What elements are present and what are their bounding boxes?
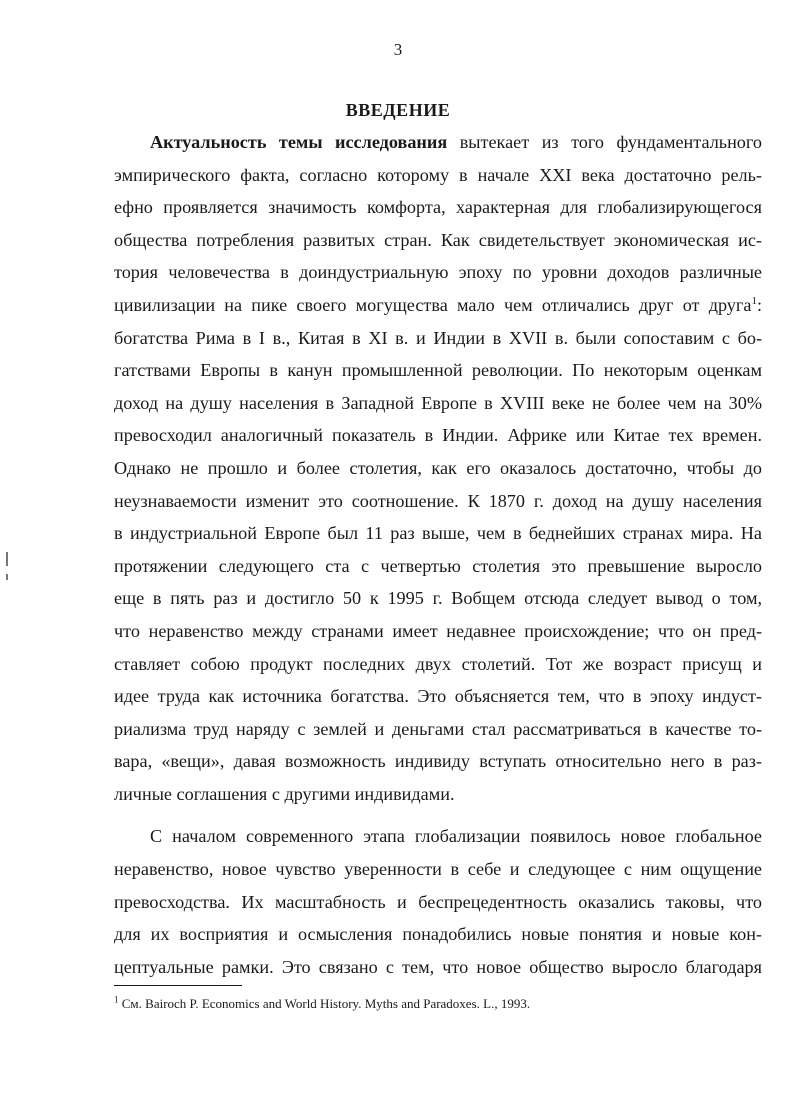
- text-line: гатствами Европы в канун промышленной революции. По некоторым оценкам: [114, 360, 762, 381]
- text-line: протяжении следующего ста с четвертью столетия это превышение выросло: [114, 555, 762, 576]
- bold-lead: Актуальность темы исследования: [150, 132, 448, 152]
- text-line: неравенство, новое чувство уверенности в себе и следующее с ним ощущение: [114, 859, 762, 880]
- footnote-separator: [114, 985, 242, 986]
- text-line: тория человечества в доиндустриальную эпоху по уровни доходов различные: [114, 262, 762, 283]
- text-line: цептуальные рамки. Это связано с тем, что новое общество выросло благодаря: [114, 956, 762, 977]
- body-text: [114, 126, 762, 983]
- text-line: богатства Рима в I в., Китая в XI в. и Индии в XVII в. были сопоставим с бо-: [114, 327, 762, 348]
- text-line: ставляет собою продукт последних двух столетий. Тот же возраст присущ и: [114, 653, 762, 674]
- footnote-reference: 1: [751, 294, 757, 307]
- text-line: Однако не прошло и более столетия, как его оказалось достаточно, чтобы до: [114, 457, 762, 478]
- text-line: что неравенство между странами имеет недавнее происхождение; что он пред-: [114, 620, 762, 641]
- text-line: доход на душу населения в Западной Европе в XVIII веке не более чем на 30%: [114, 392, 762, 413]
- page-number: 3: [393, 40, 403, 59]
- text-line: для их восприятия и осмысления понадобились новые понятия и новые кон-: [114, 924, 762, 945]
- text-line: превосходства. Их масштабность и беспрецедентность оказались таковы, что: [114, 891, 762, 912]
- text-line: цивилизации на пике своего могущества мало чем отличались друг от друга$^1$:: [114, 294, 762, 315]
- text-line: в индустриальной Европе был 11 раз выше, чем в беднейших странах мира. На: [114, 523, 762, 544]
- text-line: общества потребления развитых стран. Как свидетельствует экономическая ис-: [114, 229, 762, 250]
- text-line: еще в пять раз и достигло 50 к 1995 г. Вобщем отсюда следует вывод о том,: [114, 588, 762, 609]
- text-line: превосходил аналогичный показатель в Индии. Африке или Китае тех времен.: [114, 425, 762, 446]
- text-line: риализма труд наряду с землей и деньгами стал рассматриваться в качестве то-: [114, 718, 762, 739]
- text-line: вара, «вещи», давая возможность индивиду вступать относительно него в раз-: [114, 751, 762, 772]
- text-line: С началом современного этапа глобализации появилось новое глобальное: [150, 826, 762, 847]
- footnote: [114, 996, 762, 1012]
- text-line: личные соглашения с другими индивидами.: [114, 783, 455, 804]
- text-line: ефно проявляется значимость комфорта, характерная для глобализирующегося: [114, 197, 762, 218]
- footnote-number: 1: [114, 994, 119, 1005]
- scan-artifact: [6, 552, 8, 566]
- text-line: Актуальность темы исследования вытекает из того фундаментального: [150, 132, 762, 152]
- text-line: эмпирического факта, согласно которому в начале XXI века достаточно рель-: [114, 164, 762, 185]
- paragraph-2: [114, 820, 762, 983]
- text-line: идее труда как источника богатства. Это объясняется тем, что в эпоху индуст-: [114, 686, 762, 707]
- scan-artifact: [6, 574, 8, 580]
- paragraph-1: [114, 126, 762, 810]
- section-heading: ВВЕДЕНИЕ: [345, 100, 451, 120]
- paragraph-spacer: [114, 810, 762, 820]
- footnote-text: См. Bairoch P. Economics and World History. Myths and Paradoxes. L., 1993.: [118, 996, 531, 1011]
- text-line: неузнаваемости изменит это соотношение. К 1870 г. доход на душу населения: [114, 490, 762, 511]
